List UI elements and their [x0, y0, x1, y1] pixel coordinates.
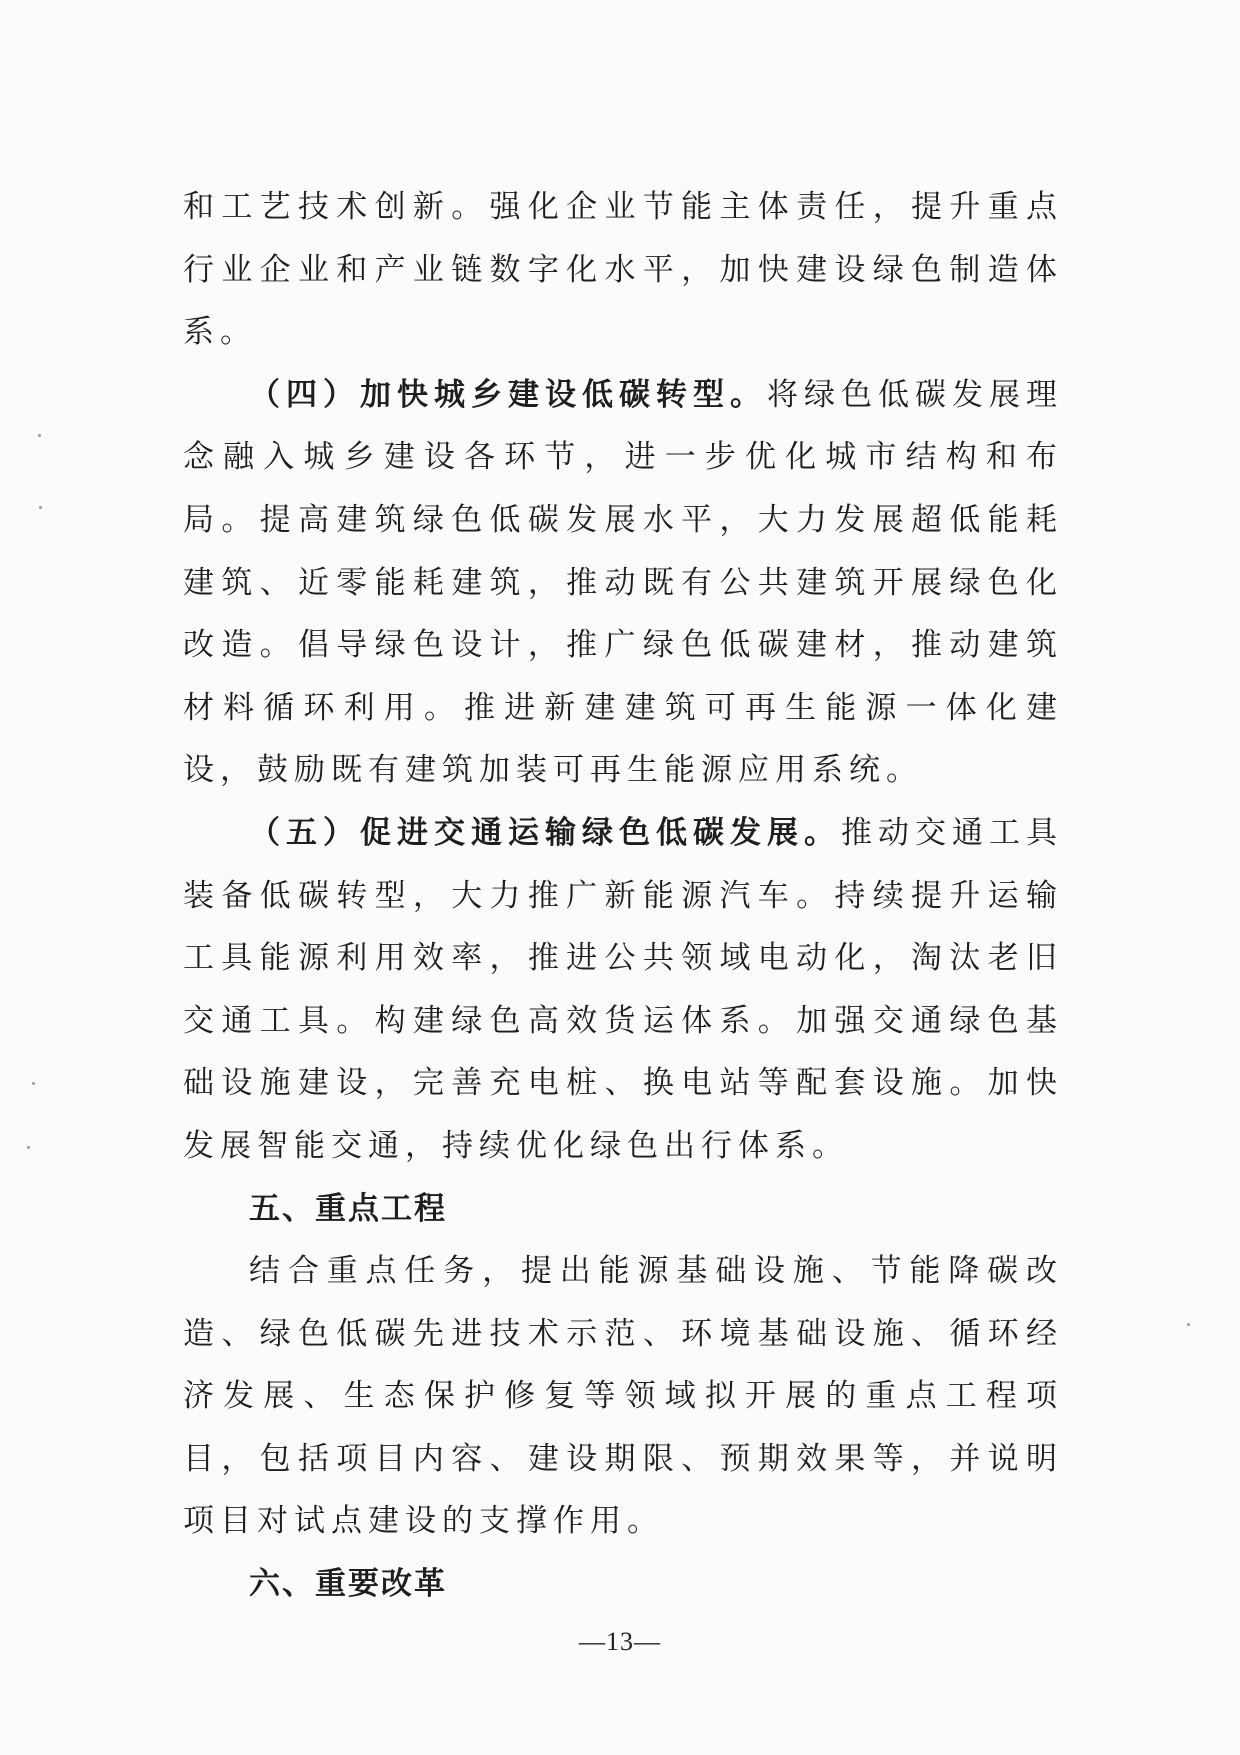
- scan-speck: [1187, 1323, 1190, 1326]
- paragraph-body: 推动交通工具装备低碳转型，大力推广新能源汽车。持续提升运输工具能源利用效率，推进公共领域电动化，淘汰老旧交通工具。构建绿色高效货运体系。加强交通绿色基础设施建设，完善充电桩、换电站等配套设施。加快发展智能交通，持续优化绿色出行体系。: [183, 814, 1063, 1164]
- scan-speck: [38, 434, 41, 437]
- scan-speck: [39, 506, 42, 509]
- scan-speck: [27, 1146, 30, 1149]
- scan-speck: [32, 1082, 35, 1085]
- section-heading-key-reforms: 六、重要改革: [249, 1566, 447, 1603]
- paragraph-urban-rural-construction: [183, 364, 1063, 802]
- paragraph-key-projects: 结合重点任务，提出能源基础设施、节能降碳改造、绿色低碳先进技术示范、环境基础设施、循环经济发展、生态保护修复等领域拟开展的重点工程项目，包括项目内容、建设期限、预期效果等，并说明项目对试点建设的支撑作用。: [183, 1253, 1063, 1540]
- paragraph-transportation: [183, 802, 1063, 1178]
- subheading-lead: （五）促进交通运输绿色低碳发展。: [249, 814, 841, 851]
- subheading-lead: （四）加快城乡建设低碳转型。: [249, 376, 767, 413]
- paragraph-continued: 和工艺技术创新。强化企业节能主体责任，提升重点行业企业和产业链数字化水平，加快建设绿色制造体系。: [183, 189, 1063, 351]
- section-heading-key-projects: 五、重点工程: [249, 1190, 447, 1227]
- page-number: —13—: [579, 1627, 661, 1656]
- paragraph-body: 将绿色低碳发展理念融入城乡建设各环节，进一步优化城市结构和布局。提高建筑绿色低碳发展水平，大力发展超低能耗建筑、近零能耗建筑，推动既有公共建筑开展绿色化改造。倡导绿色设计，推广绿色低碳建材，推动建筑材料循环利用。推进新建建筑可再生能源一体化建设，鼓励既有建筑加装可再生能源应用系统。: [183, 376, 1063, 789]
- document-body: [183, 176, 1063, 1616]
